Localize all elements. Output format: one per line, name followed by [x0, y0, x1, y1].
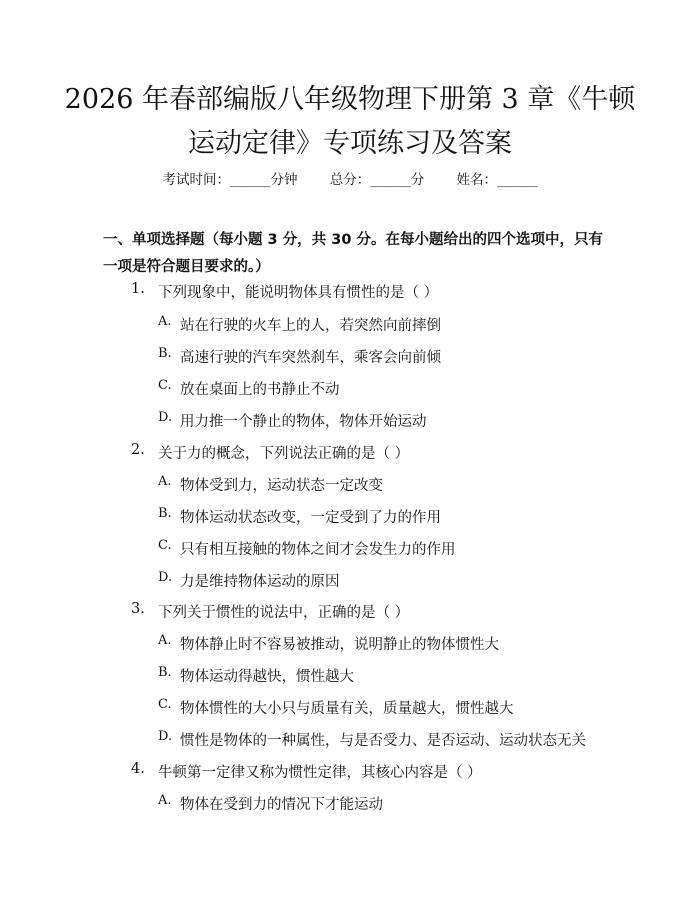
- option-text: 物体静止时不容易被推动，说明静止的物体惯性大: [180, 637, 499, 653]
- option-letter: A.: [158, 793, 172, 808]
- option-text: 物体运动得越快，惯性越大: [180, 669, 354, 685]
- question-number: 4.: [131, 761, 145, 777]
- option-letter: D.: [158, 410, 173, 425]
- option-text: 物体受到力，运动状态一定改变: [180, 478, 383, 494]
- option-letter: D.: [158, 729, 173, 744]
- option-text: 放在桌面上的书静止不动: [180, 382, 340, 398]
- option-text: 只有相互接触的物体之间才会发生力的作用: [180, 542, 456, 558]
- exam-info: [0, 168, 700, 188]
- option-letter: B.: [158, 346, 172, 361]
- option-letter: A.: [158, 633, 172, 648]
- option-text: 物体惯性的大小只与质量有关，质量越大，惯性越大: [180, 701, 514, 717]
- student-name: 姓名：______: [456, 172, 538, 188]
- question-text: 关于力的概念，下列说法正确的是（ ）: [158, 446, 410, 462]
- option-text: 物体在受到力的情况下才能运动: [180, 797, 383, 813]
- question-text: 下列关于惯性的说法中，正确的是（ ）: [158, 605, 410, 621]
- question-text: 下列现象中，能说明物体具有惯性的是（ ）: [158, 285, 439, 301]
- question-number: 2.: [131, 442, 145, 458]
- option-text: 物体运动状态改变，一定受到了力的作用: [180, 510, 441, 526]
- option-letter: A.: [158, 474, 172, 489]
- option-text: 高速行驶的汽车突然刹车，乘客会向前倾: [180, 350, 441, 366]
- option-letter: D.: [158, 570, 173, 585]
- option-letter: C.: [158, 697, 172, 712]
- section-heading: 一、单项选择题（每小题 3 分，共 30 分。在每小题给出的四个选项中，只有一项是符合题目要求的。）: [103, 232, 603, 275]
- question-text: 牛顿第一定律又称为惯性定律，其核心内容是（ ）: [158, 765, 482, 781]
- question-number: 3.: [131, 601, 145, 617]
- question-number: 1.: [131, 281, 145, 297]
- option-letter: C.: [158, 538, 172, 553]
- option-letter: C.: [158, 378, 172, 393]
- option-text: 站在行驶的火车上的人，若突然向前摔倒: [180, 318, 441, 334]
- option-text: 惯性是物体的一种属性，与是否受力、是否运动、运动状态无关: [180, 733, 586, 749]
- option-text: 用力推一个静止的物体，物体开始运动: [180, 414, 427, 430]
- option-letter: A.: [158, 314, 172, 329]
- option-letter: B.: [158, 506, 172, 521]
- option-letter: B.: [158, 665, 172, 680]
- document-title: 2026 年春部编版八年级物理下册第 3 章《牛顿运动定律》专项练习及答案: [64, 84, 636, 159]
- option-text: 力是维持物体运动的原因: [180, 574, 340, 590]
- exam-time: 考试时间：______分钟: [162, 172, 298, 188]
- exam-total-score: 总分：______分: [329, 172, 425, 188]
